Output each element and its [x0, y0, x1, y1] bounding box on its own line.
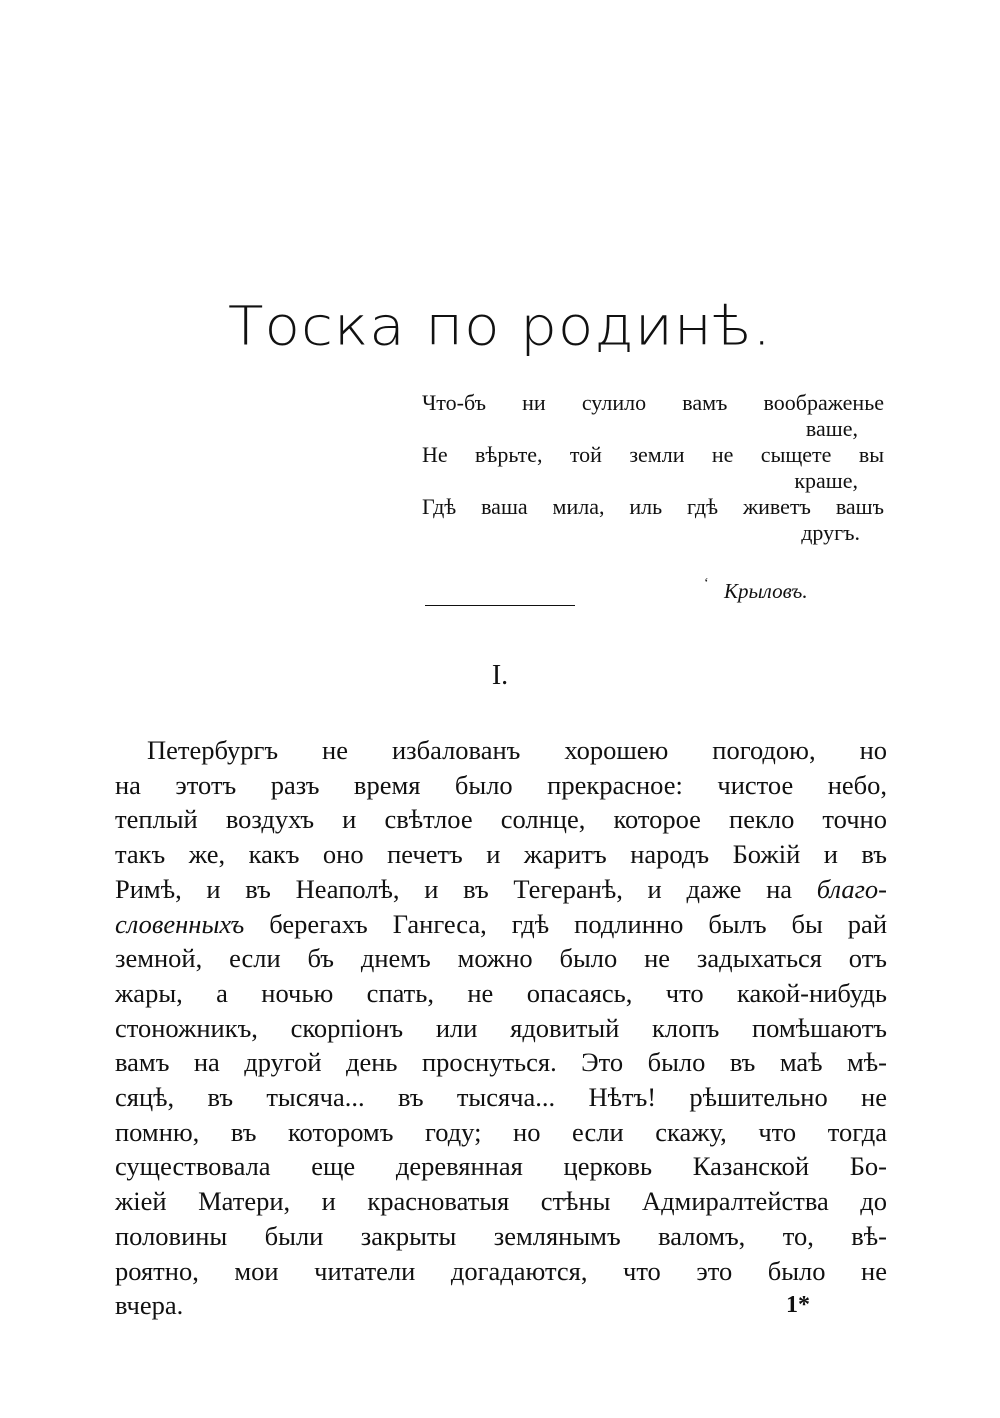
text-line: половины были закрыты землянымъ валомъ, то, вѣ-	[115, 1220, 887, 1251]
epigraph-author: Крыловъ.	[724, 579, 808, 603]
epigraph-mark: ‘	[704, 576, 709, 591]
text-line: жары, а ночью спать, не опасаясь, что какой-нибудь	[115, 977, 887, 1008]
text-line: земной, если бъ днемъ можно было не задыхаться отъ	[115, 943, 887, 974]
text-line: стоножникъ, скорпіонъ или ядовитый клопъ помѣшаютъ	[115, 1012, 887, 1043]
epigraph-line: другъ.	[801, 520, 860, 545]
text-line: такъ же, какъ оно печетъ и жаритъ народъ Божій и въ	[115, 839, 887, 870]
text-segment: берегахъ Гангеса, гдѣ подлинно былъ бы рай	[269, 908, 887, 939]
text-line: Петербургъ не избалованъ хорошею погодою, но	[147, 735, 887, 765]
divider-rule	[425, 605, 575, 606]
text-line: сяцѣ, въ тысяча... въ тысяча... Нѣтъ! рѣшительно не	[115, 1082, 887, 1113]
italic-text: благо-	[816, 873, 888, 904]
text-line: на этотъ разъ время было прекрасное: чистое небо,	[115, 769, 887, 800]
text-line: жіей Матери, и красноватыя стѣны Адмиралтейства до	[115, 1186, 887, 1217]
epigraph-line: Не вѣрьте, той земли не сыщете вы	[422, 442, 884, 467]
italic-text: словенныхъ	[115, 908, 245, 939]
text-line: роятно, мои читатели догадаются, что это было не	[115, 1255, 887, 1286]
text-line: помню, въ которомъ году; но если скажу, что тогда	[115, 1116, 887, 1147]
epigraph	[422, 390, 884, 546]
body-paragraph	[115, 733, 887, 1323]
chapter-number: I.	[491, 660, 509, 691]
text-line: вчера.	[115, 1290, 184, 1321]
text-line: вамъ на другой день проснуться. Это было въ маѣ мѣ-	[115, 1047, 887, 1078]
text-segment: Римѣ, и въ Неаполѣ, и въ Тегеранѣ, и даже на	[115, 873, 793, 904]
text-line	[115, 907, 887, 942]
page-number: 1*	[786, 1292, 810, 1318]
chapter-title: Тоска по родинѣ.	[228, 294, 772, 358]
text-line	[115, 872, 887, 907]
epigraph-line: краше,	[794, 468, 858, 493]
epigraph-line: ваше,	[805, 416, 858, 441]
epigraph-line: Гдѣ ваша мила, иль гдѣ живетъ вашъ	[422, 494, 884, 519]
text-line: существовала еще деревянная церковь Казанской Бо-	[115, 1151, 887, 1182]
text-line: теплый воздухъ и свѣтлое солнце, которое пекло точно	[115, 804, 887, 835]
epigraph-line: Что-бъ ни сулило вамъ воображенье	[422, 390, 884, 415]
